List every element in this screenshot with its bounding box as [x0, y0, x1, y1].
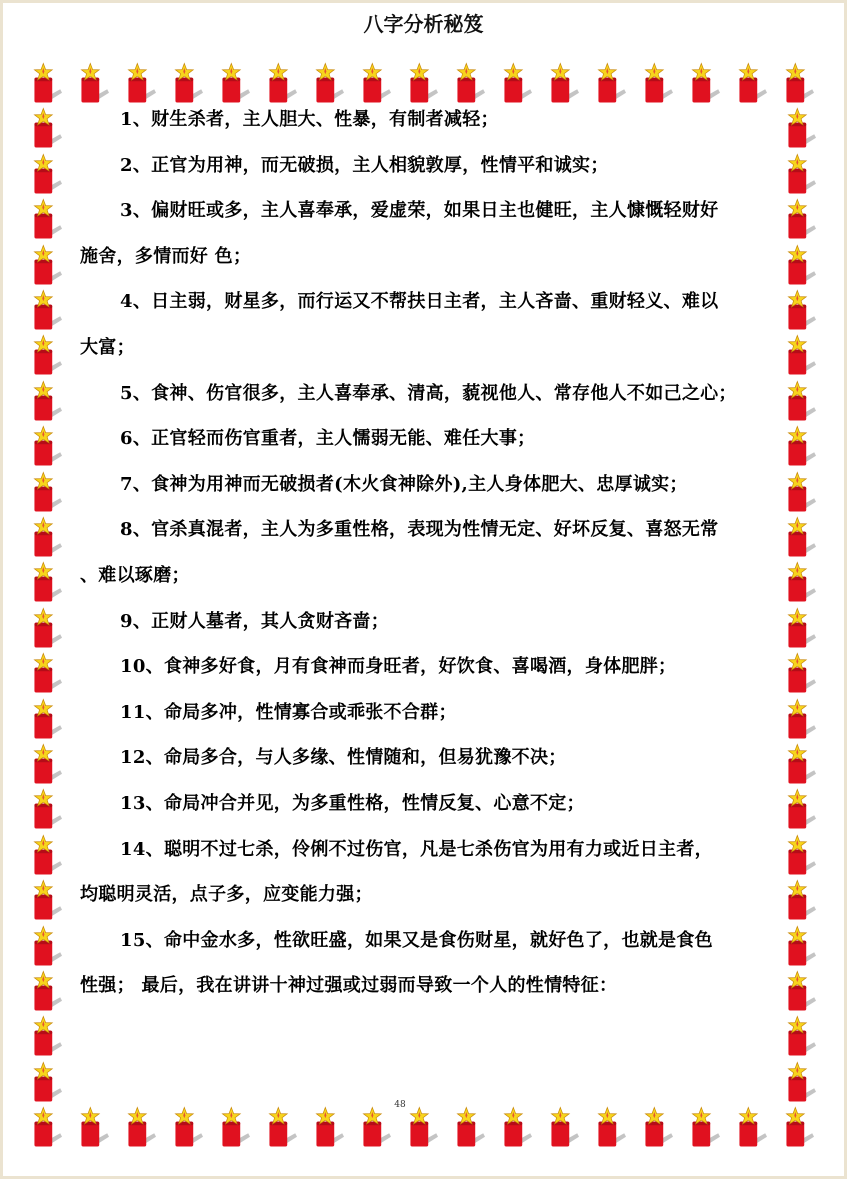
candle-with-star-icon — [784, 650, 816, 696]
candle-with-star-icon — [30, 60, 62, 106]
candle-with-star-icon — [30, 559, 62, 605]
candle-with-star-icon — [784, 287, 816, 333]
candle-with-star-icon — [784, 877, 816, 923]
candle-with-star-icon — [124, 1104, 156, 1150]
candle-with-star-icon — [30, 696, 62, 742]
text-line: 6、正官轻而伤官重者，主人懦弱无能、难任大事； — [120, 428, 536, 450]
text-line: 大富； — [80, 336, 135, 358]
candle-with-star-icon — [784, 514, 816, 560]
candle-with-star-icon — [312, 1104, 344, 1150]
text-line: 13、命局冲合并见，为多重性格，性情反复、心意不定； — [120, 792, 585, 814]
candle-with-star-icon — [30, 332, 62, 378]
candle-with-star-icon — [218, 1104, 250, 1150]
candle-with-star-icon — [784, 968, 816, 1014]
text-line: 12、命局多合，与人多缘、性情随和，但易犹豫不决； — [120, 747, 567, 769]
candle-with-star-icon — [30, 1104, 62, 1150]
text-line: 10、食神多好食，月有食神而身旺者，好饮食、喜喝酒，身体肥胖； — [120, 656, 677, 678]
text-line: 4、日主弱，财星多，而行运又不帮扶日主者，主人吝啬、重财轻义、难以 — [120, 291, 719, 313]
candle-with-star-icon — [784, 196, 816, 242]
candle-with-star-icon — [735, 1104, 767, 1150]
candle-with-star-icon — [30, 786, 62, 832]
candle-with-star-icon — [784, 832, 816, 878]
candle-with-star-icon — [453, 1104, 485, 1150]
candle-with-star-icon — [784, 242, 816, 288]
candle-with-star-icon — [782, 60, 814, 106]
text-line: 15、命中金水多，性欲旺盛，如果又是食伤财星，就好色了，也就是食色 — [120, 929, 713, 951]
candle-with-star-icon — [594, 1104, 626, 1150]
page-number: 48 — [394, 1100, 406, 1110]
candle-with-star-icon — [784, 923, 816, 969]
candle-with-star-icon — [406, 1104, 438, 1150]
candle-with-star-icon — [77, 1104, 109, 1150]
text-line: 14、聪明不过七杀，伶俐不过伤官，凡是七杀伤官为用有力或近日主者， — [120, 838, 713, 860]
text-line: 、难以琢磨； — [80, 564, 190, 586]
candle-with-star-icon — [30, 968, 62, 1014]
text-line: 1、财生杀者，主人胆大、性暴，有制者减轻； — [120, 109, 499, 130]
candle-with-star-icon — [782, 1104, 814, 1150]
candle-with-star-icon — [641, 1104, 673, 1150]
document-body — [80, 97, 780, 1009]
candle-with-star-icon — [30, 242, 62, 288]
text-line: 11、命局多冲，性情寡合或乖张不合群； — [120, 701, 457, 723]
text-line: 9、正财人墓者，其人贪财吝啬； — [120, 610, 390, 632]
text-line: 2、正官为用神，而无破损，主人相貌敦厚，性情平和诚实； — [120, 154, 609, 176]
candle-with-star-icon — [30, 514, 62, 560]
text-line: 施舍，多情而好 色； — [80, 245, 252, 267]
candle-with-star-icon — [171, 1104, 203, 1150]
text-line: 均聪明灵活，点子多，应变能力强； — [80, 884, 373, 906]
candle-with-star-icon — [30, 741, 62, 787]
candle-with-star-icon — [30, 196, 62, 242]
candle-with-star-icon — [30, 105, 62, 151]
candle-with-star-icon — [30, 151, 62, 197]
candle-with-star-icon — [784, 378, 816, 424]
candle-with-star-icon — [30, 378, 62, 424]
candle-with-star-icon — [784, 559, 816, 605]
candle-with-star-icon — [30, 923, 62, 969]
text-line: 3、偏财旺或多，主人喜奉承，爱虚荣，如果日主也健旺，主人慷慨轻财好 — [120, 200, 719, 222]
candle-with-star-icon — [359, 1104, 391, 1150]
candle-with-star-icon — [30, 650, 62, 696]
text-line: 7、食神为用神而无破损者(木火食神除外),主人身体肥大、忠厚诚实； — [120, 473, 688, 495]
candle-with-star-icon — [30, 832, 62, 878]
candle-with-star-icon — [500, 1104, 532, 1150]
document-title: 八字分析秘笈 — [363, 12, 484, 36]
candle-with-star-icon — [784, 151, 816, 197]
text-line: 8、官杀真混者，主人为多重性格，表现为性情无定、好坏反复、喜怒无常 — [120, 519, 719, 541]
candle-with-star-icon — [784, 332, 816, 378]
candle-with-star-icon — [30, 423, 62, 469]
candle-with-star-icon — [30, 287, 62, 333]
text-line: 性强； 最后，我在讲讲十神过强或过弱而导致一个人的性情特征： — [80, 975, 618, 997]
candle-with-star-icon — [30, 1059, 62, 1105]
candle-with-star-icon — [784, 1013, 816, 1059]
candle-with-star-icon — [784, 605, 816, 651]
candle-with-star-icon — [784, 1059, 816, 1105]
candle-with-star-icon — [784, 105, 816, 151]
candle-with-star-icon — [547, 1104, 579, 1150]
candle-with-star-icon — [784, 469, 816, 515]
candle-with-star-icon — [30, 1013, 62, 1059]
candle-with-star-icon — [30, 605, 62, 651]
candle-with-star-icon — [30, 877, 62, 923]
candle-with-star-icon — [688, 1104, 720, 1150]
text-line: 5、食神、伤官很多，主人喜奉承、清高，藐视他人、常存他人不如己之心； — [120, 382, 737, 404]
candle-with-star-icon — [784, 786, 816, 832]
candle-with-star-icon — [784, 696, 816, 742]
candle-with-star-icon — [784, 741, 816, 787]
candle-with-star-icon — [30, 469, 62, 515]
candle-with-star-icon — [265, 1104, 297, 1150]
candle-with-star-icon — [784, 423, 816, 469]
